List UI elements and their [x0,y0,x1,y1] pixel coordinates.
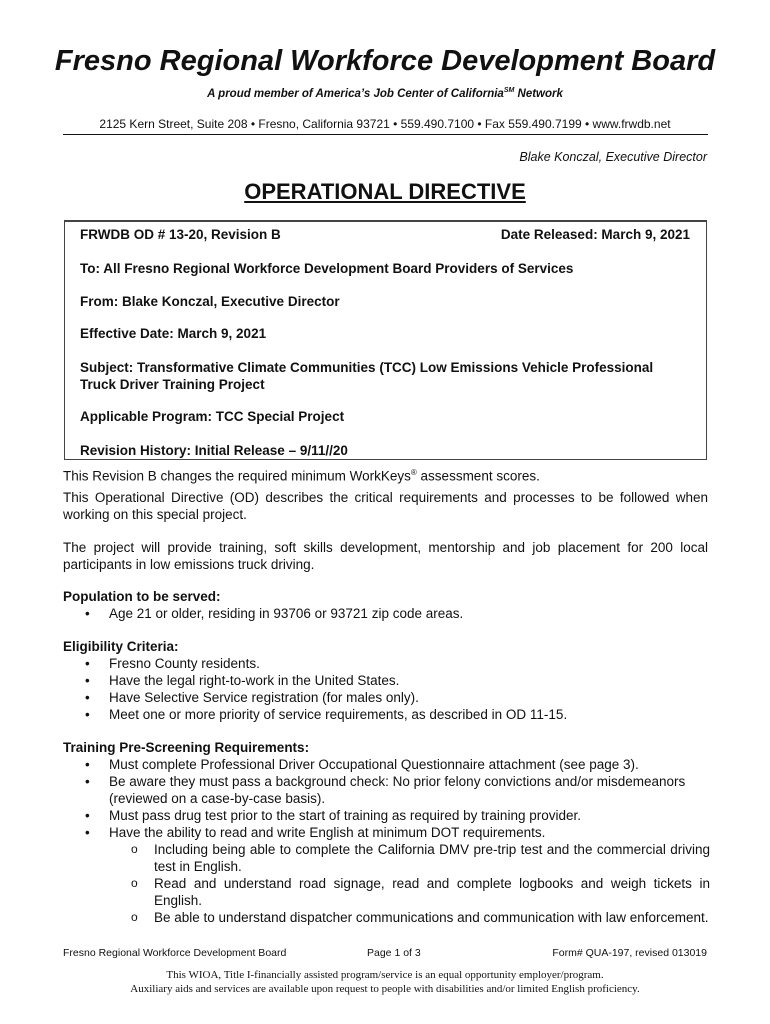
sub-list-item: o Be able to understand dispatcher communications and communication with law enforcement. [109,909,710,926]
applicable-program: Applicable Program: TCC Special Project [80,409,345,424]
list-item: • Must complete Professional Driver Occupational Questionnaire attachment (see page 3). [85,756,710,773]
revision-note [63,464,708,485]
list-item: • Must pass drug test prior to the start of training as required by training provider. [85,807,710,824]
list-item: • Fresno County residents. [85,655,710,672]
population-heading: Population to be served: [63,589,221,604]
eligibility-heading: Eligibility Criteria: [63,639,179,654]
population-list [85,605,710,622]
sub-list-item: o Read and understand road signage, read and complete logbooks and weigh tickets in English. [109,875,710,909]
list-item: • Have the legal right-to-work in the United States. [85,672,710,689]
from-line: From: Blake Konczal, Executive Director [80,294,340,309]
training-sub-list [109,841,710,926]
subject-line-1: Subject: Transformative Climate Communities (TCC) Low Emissions Vehicle Professional [80,360,654,375]
eo-line-1: This WIOA, Title I-financially assisted program/service is an equal opportunity employer/program. [166,969,604,981]
tagline [0,87,770,100]
training-heading: Training Pre-Screening Requirements: [63,740,310,755]
list-item [85,824,710,926]
od-number: FRWDB OD # 13-20, Revision B [80,227,281,242]
intro-paragraph: This Operational Directive (OD) describes the critical requirements and processes to be followed when working on this special project. [63,490,708,522]
tagline-suffix: Network [514,87,563,100]
list-item-text: Have the ability to read and write English at minimum DOT requirements. [109,825,546,840]
executive-director: Blake Konczal, Executive Director [519,150,707,164]
eligibility-list [85,655,710,723]
equal-opportunity-notice [0,968,770,996]
list-item: • Have Selective Service registration (for males only). [85,689,710,706]
revision-history: Revision History: Initial Release – 9/11//20 [80,443,348,458]
tagline-text: A proud member of America’s Job Center of California [207,87,504,100]
subject-line-2: Truck Driver Training Project [80,377,265,392]
date-released: Date Released: March 9, 2021 [500,227,690,242]
list-item: • Age 21 or older, residing in 93706 or 93721 zip code areas. [85,605,710,622]
eo-line-2: Auxiliary aids and services are available upon request to people with disabilities and/or limited English proficiency. [130,983,640,995]
registered-mark: ® [410,468,417,477]
organization-title: Fresno Regional Workforce Development Board [54,45,716,77]
page-number: Page 1 of 3 [367,947,421,959]
revision-note-end: assessment scores. [416,468,540,484]
to-line: To: All Fresno Regional Workforce Development Board Providers of Services [80,261,574,276]
footer-organization: Fresno Regional Workforce Development Board [63,947,287,959]
address-line: 2125 Kern Street, Suite 208 • Fresno, California 93721 • 559.490.7100 • Fax 559.490.7199 • www.frwdb.net [99,117,671,131]
form-number: Form# QUA-197, revised 013019 [552,947,707,959]
project-paragraph: The project will provide training, soft skills development, mentorship and job placement for 200 local participants in low emissions truck driving. [63,540,708,572]
service-mark: SM [503,87,515,94]
training-list [85,756,710,926]
list-item: • Meet one or more priority of service requirements, as described in OD 11-15. [85,706,710,723]
list-item: • Be aware they must pass a background check: No prior felony convictions and/or misdemeanors (reviewed on a case-by-case basis). [85,773,710,807]
sub-list-item: o Including being able to complete the California DMV pre-trip test and the commercial driving test in English. [109,841,710,875]
revision-note-text: This Revision B changes the required minimum WorkKeys [63,468,411,484]
directive-info-box [64,220,707,460]
effective-date: Effective Date: March 9, 2021 [80,326,267,341]
directive-title: OPERATIONAL DIRECTIVE [244,179,526,204]
header-divider [63,134,708,135]
